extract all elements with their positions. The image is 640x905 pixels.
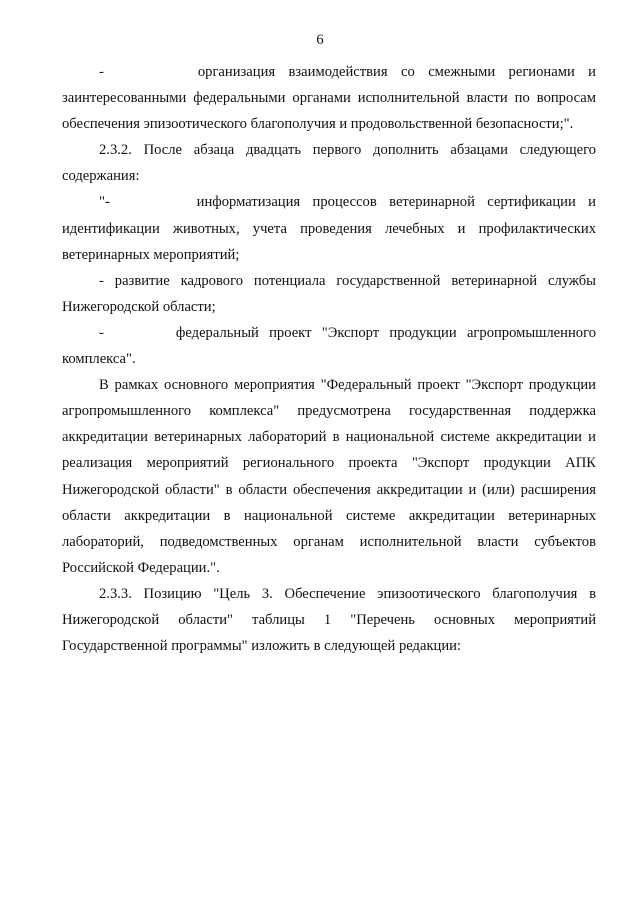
paragraph-2-3-3: 2.3.3. Позицию "Цель 3. Обеспечение эпизоотического благополучия в Нижегородской области" таблицы 1 "Перечень основных мероприятий Государственной программы" изложить в следующей редакции: bbox=[62, 585, 596, 655]
paragraph-accreditation: В рамках основного мероприятия "Федеральный проект "Экспорт продукции агропромышленного комплекса" предусмотрена государственная поддержка аккредитации ветеринарных лабораторий в национальной системе аккредитации и реализация мероприятий регионального проекта "Экспорт продукции АПК Нижегородской области" в области обеспечения аккредитации и (или) расширения области аккредитации в национальной системе аккредитации ветеринарных лабораторий, подведомственных органам исполнительной власти субъектов Российской Федерации.". bbox=[62, 377, 596, 576]
paragraph-federal-project: - федеральный проект "Экспорт продукции агропромышленного комплекса". bbox=[62, 324, 596, 368]
body-text bbox=[62, 59, 596, 659]
paragraph-staff-development: - развитие кадрового потенциала государственной ветеринарной службы Нижегородской области; bbox=[62, 272, 596, 315]
paragraph-2-3-2: 2.3.2. После абзаца двадцать первого дополнить абзацами следующего содержания: bbox=[62, 142, 596, 185]
paragraph-informatization: "- информатизация процессов ветеринарной сертификации и идентификации животных, учета проведения лечебных и профилактических ветеринарных мероприятий; bbox=[62, 194, 596, 263]
paragraph-interregional-cooperation: - организация взаимодействия со смежными регионами и заинтересованными федеральными органами исполнительной власти по вопросам обеспечения эпизоотического благополучия и продовольственной безопасности;". bbox=[62, 64, 596, 133]
page-number: 6 bbox=[316, 32, 324, 48]
